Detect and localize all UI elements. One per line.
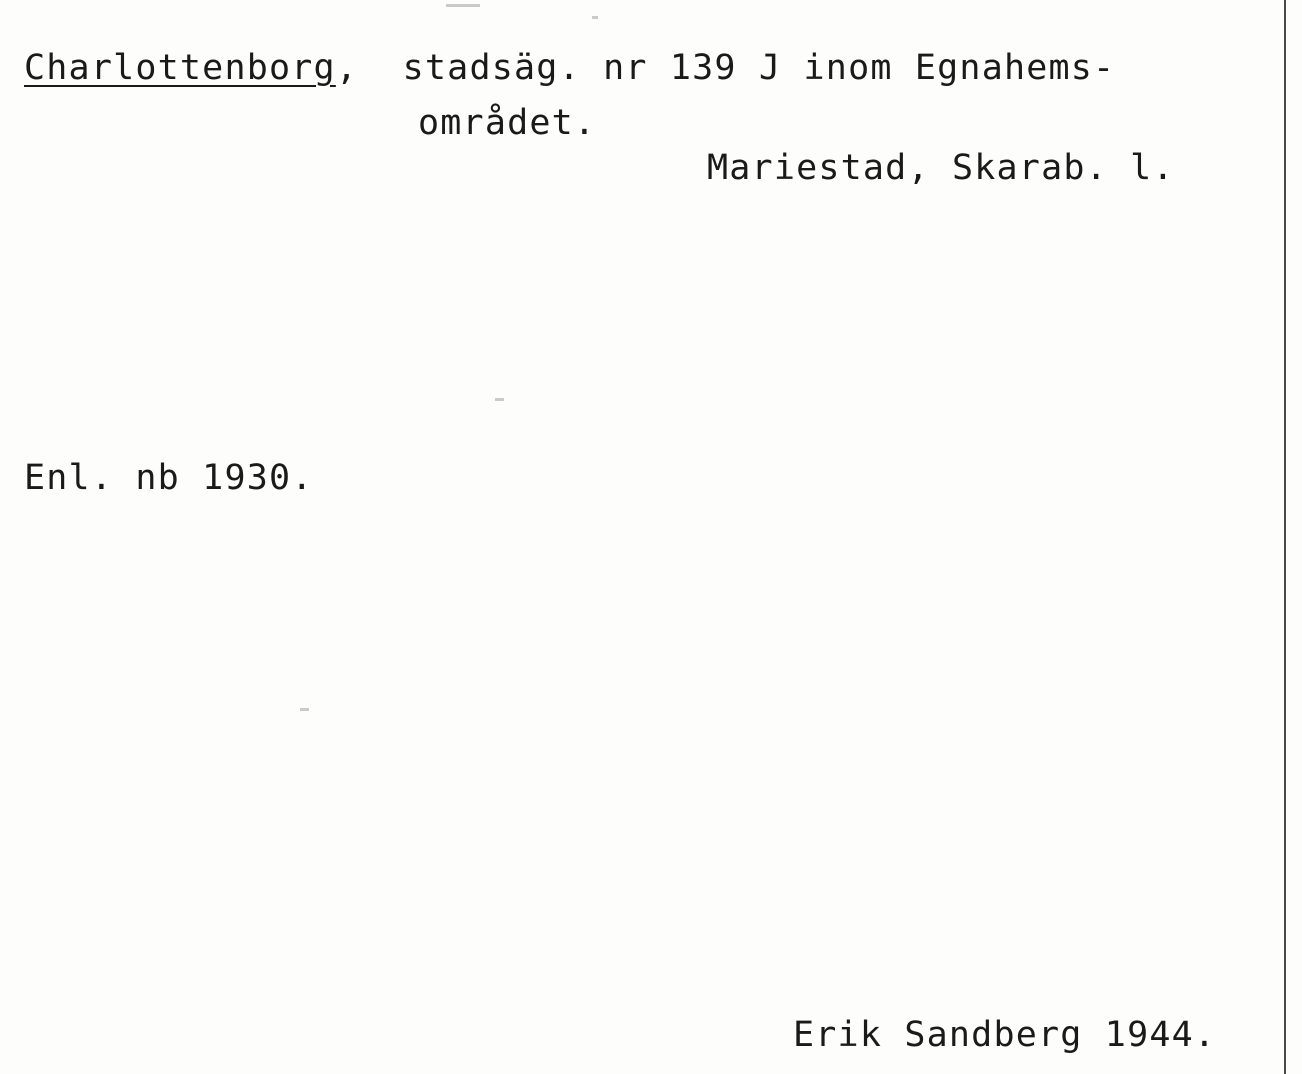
card-heading-line2: området. xyxy=(418,103,597,143)
card-signature: Erik Sandberg 1944. xyxy=(793,1015,1217,1055)
card-source: Enl. nb 1930. xyxy=(24,458,314,498)
card-heading-rest: , stadsäg. nr 139 J inom Egnahems- xyxy=(335,48,1116,88)
card-heading-name: Charlottenborg xyxy=(24,48,336,88)
card-place: Mariestad, Skarab. l. xyxy=(707,148,1175,188)
card-heading xyxy=(24,45,1115,91)
card-edge-rule xyxy=(1284,0,1286,1074)
scan-speck xyxy=(592,16,598,19)
scan-speck xyxy=(495,398,504,401)
scan-speck xyxy=(300,708,309,711)
scan-speck xyxy=(446,4,480,7)
